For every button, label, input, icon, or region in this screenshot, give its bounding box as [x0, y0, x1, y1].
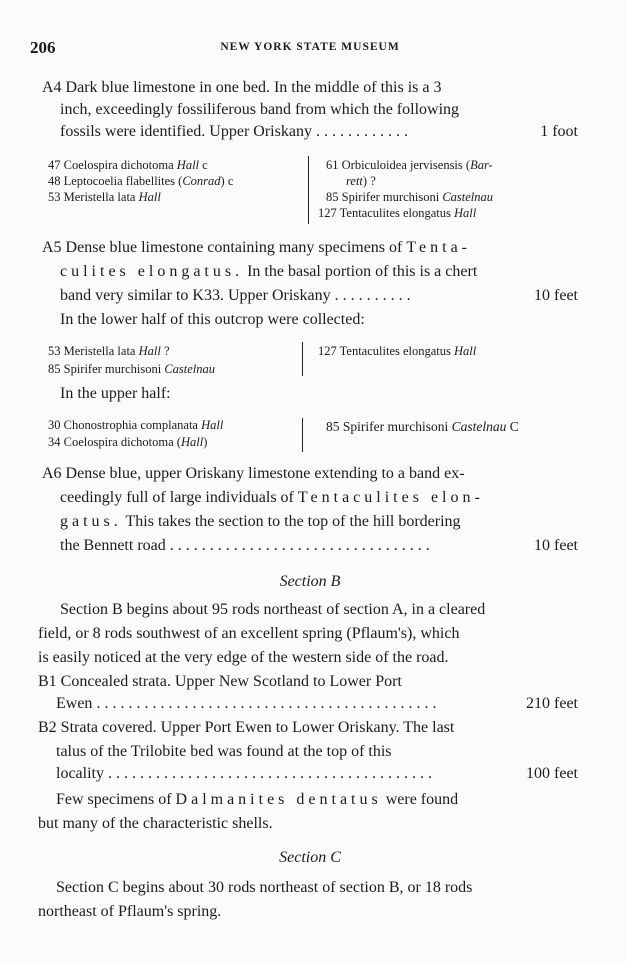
a5-lower-left-2: 85 Spirifer murchisoni Castelnau [48, 362, 216, 376]
a5-upper-heading: In the upper half: [60, 385, 171, 402]
section-c-p2: northeast of Pflaum's spring. [38, 903, 222, 920]
b2-line-1: B2 Strata covered. Upper Port Ewen to Lower Oriskany. The last [38, 719, 455, 736]
a5-upper-left-2: 34 Coelospira dichotoma (Hall) [48, 435, 208, 449]
a4-line-3 [60, 122, 578, 142]
page-header [30, 38, 590, 60]
a4-fossil-right-4: 127 Tentaculites elongatus Hall [318, 206, 477, 220]
a4-fossil-left-1: 47 Coelospira dichotoma Hall c [48, 158, 208, 172]
section-b-few-line-1: Few specimens of Dalmanites dentatus were found [56, 791, 459, 808]
a5-lower-right-1: 127 Tentaculites elongatus Hall [318, 344, 477, 358]
b2-line-3: locality . . . . . . . . . . . . . . . . . . . . . . . . . . . . . . . . . . . . . . . . . 100 feet [56, 765, 578, 782]
a4-fossil-right-2: rett) ? [346, 174, 376, 188]
a4-fossil-right-3: 85 Spirifer murchisoni Castelnau [326, 190, 494, 204]
section-b-heading: Section B [279, 573, 341, 590]
a4-line-3-text: fossils were identified. Upper Oriskany [60, 123, 312, 140]
b2-line-2: talus of the Trilobite bed was found at the top of this [56, 743, 392, 760]
a6-line-4: the Bennett road . . . . . . . . . . . . . . . . . . . . . . . . . . . . . . . . . 10 feet [60, 537, 578, 554]
section-b-p3: is easily noticed at the very edge of the western side of the road. [38, 649, 449, 666]
section-c-heading: Section C [279, 849, 341, 866]
section-b-p1: Section B begins about 95 rods northeast of section A, in a cleared [60, 601, 486, 618]
a6-line-3: gatus. This takes the section to the top of the hill bordering [60, 513, 461, 530]
a5-line-3: band very similar to K33. Upper Oriskany . . . . . . . . . . 10 feet [60, 287, 578, 304]
column-divider [302, 342, 303, 376]
a4-line-2: inch, exceedingly fossiliferous band from which the following [60, 101, 460, 118]
a6-line-1: A6 Dense blue, upper Oriskany limestone extending to a band ex- [42, 465, 465, 482]
a4-fossil-left-3: 53 Meristella lata Hall [48, 190, 161, 204]
b2-thickness: 100 feet [526, 765, 578, 782]
a6-thickness: 10 feet [534, 537, 578, 554]
a4-line-3-dots: . . . . . . . . . . . . [315, 123, 408, 140]
column-divider [302, 418, 303, 452]
b1-thickness: 210 feet [526, 695, 578, 712]
a6-line-2: ceedingly full of large individuals of Tentaculites elon- [60, 489, 484, 506]
a5-upper-left-1: 30 Chonostrophia complanata Hall [48, 418, 224, 432]
a4-line-1: A4 Dark blue limestone in one bed. In the middle of this is a 3 [42, 79, 442, 96]
section-b-p2: field, or 8 rods southwest of an excellent spring (Pflaum's), which [38, 625, 460, 642]
a5-line-1: A5 Dense blue limestone containing many specimens of Tenta- [42, 239, 471, 256]
a4-fossil-left-2: 48 Leptocoelia flabellites (Conrad) c [48, 174, 234, 188]
a5-lower-left-1: 53 Meristella lata Hall ? [48, 344, 170, 358]
a4-thickness: 1 foot [540, 123, 578, 140]
b1-line-2: Ewen . . . . . . . . . . . . . . . . . . . . . . . . . . . . . . . . . . . . . . . . . . . 210 feet [56, 695, 578, 712]
a5-upper-right-1: 85 Spirifer murchisoni Castelnau C [326, 419, 519, 434]
page-number: 206 [30, 38, 56, 57]
b1-line-1: B1 Concealed strata. Upper New Scotland to Lower Port [38, 673, 402, 690]
a5-line-4: In the lower half of this outcrop were collected: [60, 311, 365, 328]
a5-thickness: 10 feet [534, 287, 578, 304]
section-b-few-line-2: but many of the characteristic shells. [38, 815, 273, 832]
column-divider [308, 156, 309, 224]
section-c-p1: Section C begins about 30 rods northeast of section B, or 18 rods [56, 879, 473, 896]
running-title: NEW YORK STATE MUSEUM [220, 41, 400, 53]
a5-line-2: culites elongatus. In the basal portion of this is a chert [60, 263, 478, 280]
a4-fossil-right-1: 61 Orbiculoidea jervisensis (Bar- [326, 158, 493, 172]
